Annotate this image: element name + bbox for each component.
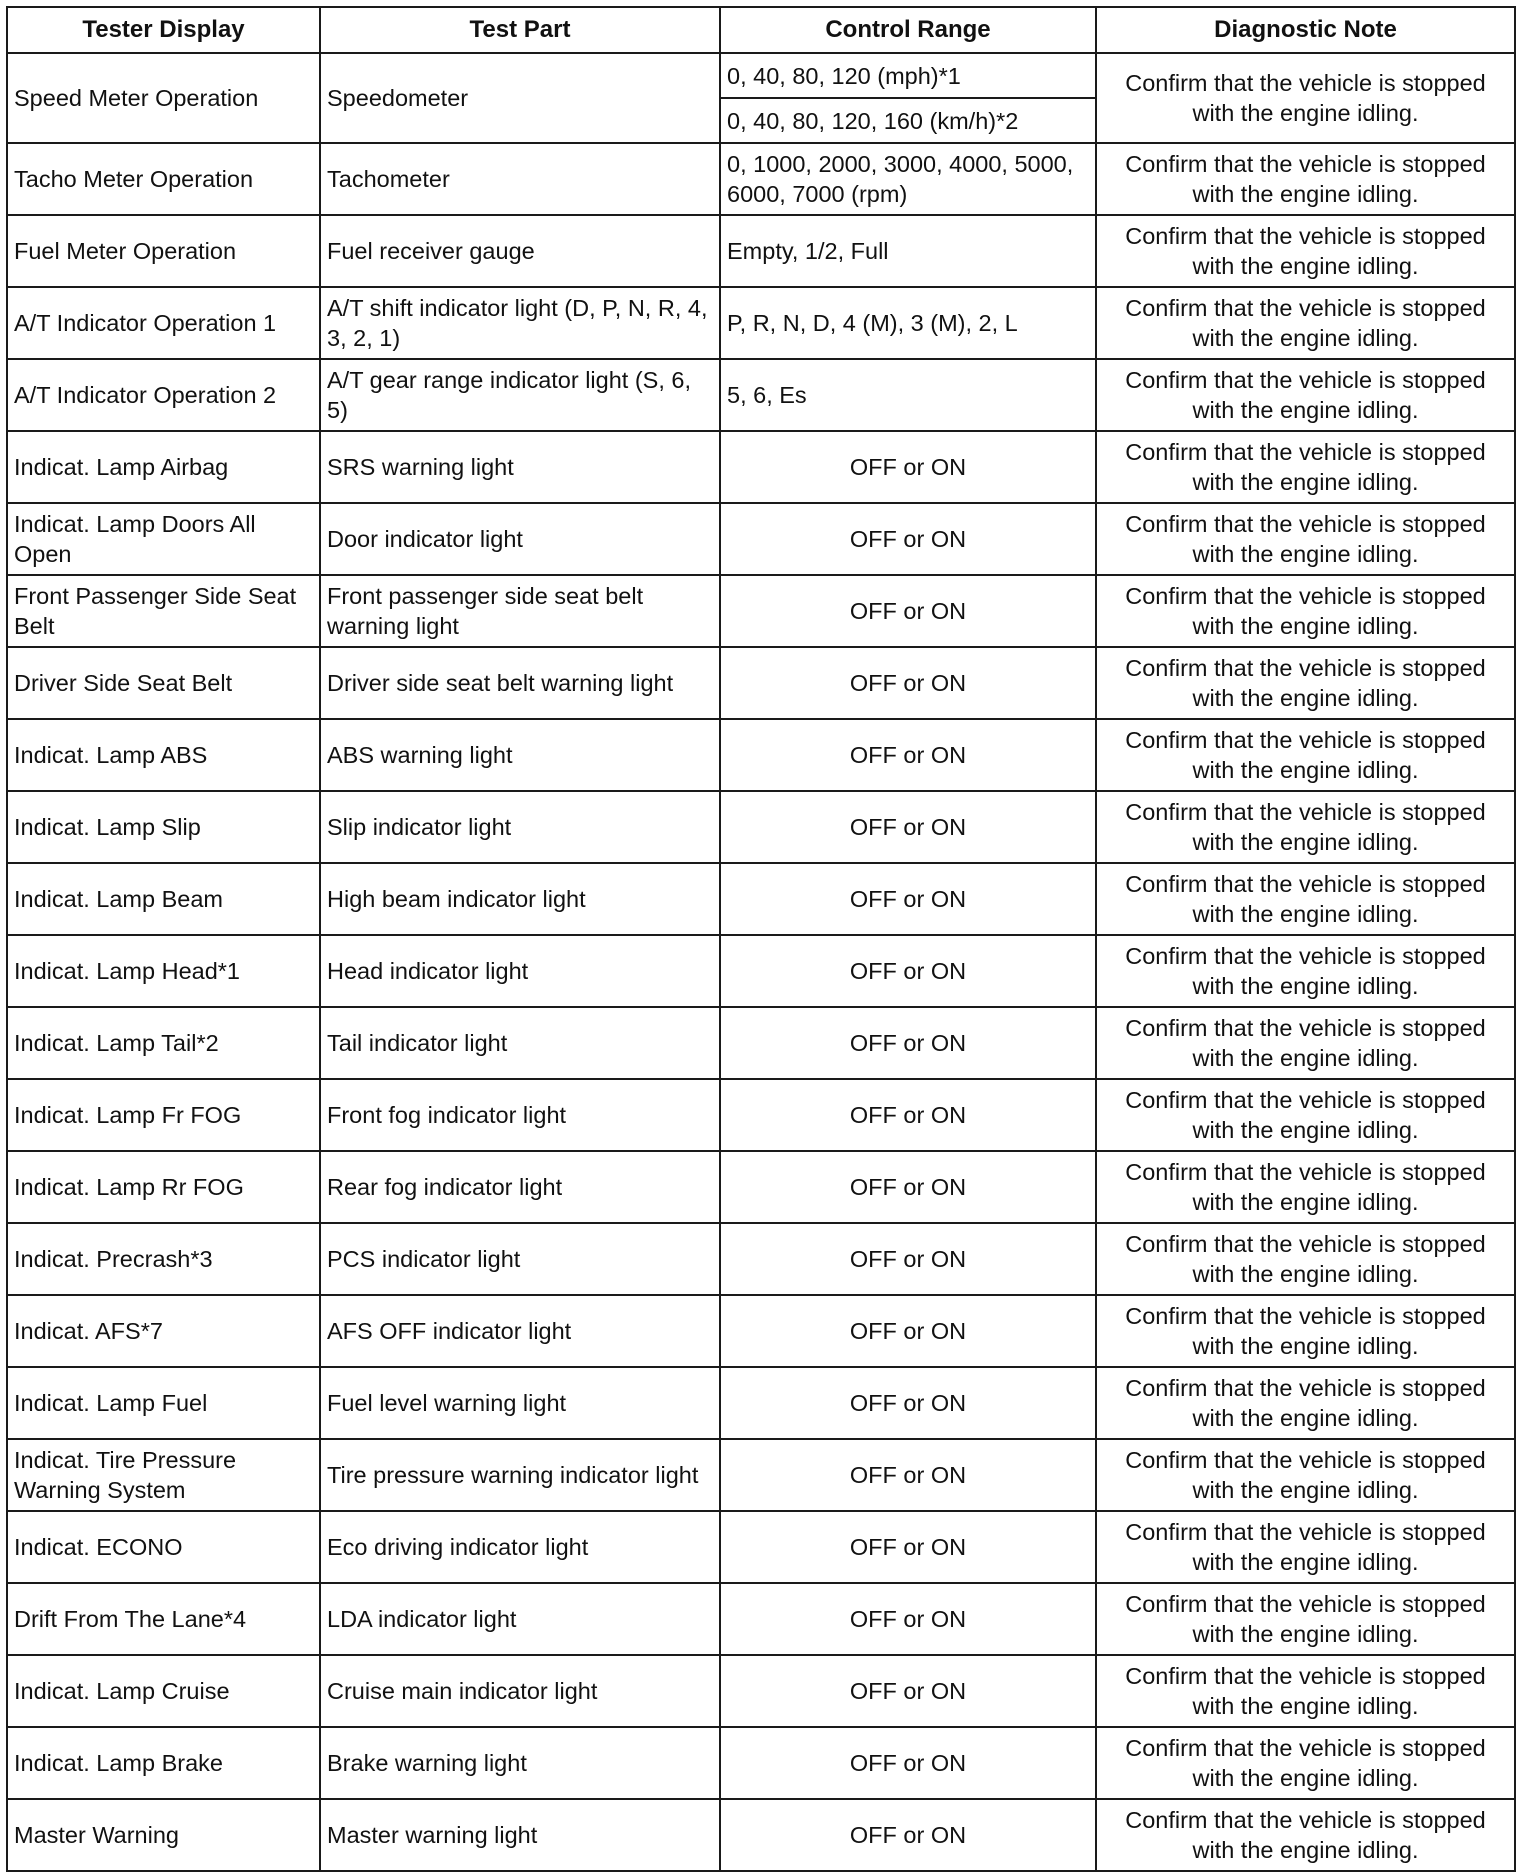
test-part-cell: Eco driving indicator light: [320, 1511, 720, 1583]
col-header-test-part: Test Part: [320, 7, 720, 53]
tester-display-cell: Indicat. Lamp Slip: [7, 791, 320, 863]
table-row: [7, 1079, 1515, 1151]
table-row: [7, 215, 1515, 287]
diagnostic-note-cell: Confirm that the vehicle is stopped with the engine idling.: [1096, 215, 1515, 287]
test-part-cell: A/T shift indicator light (D, P, N, R, 4, 3, 2, 1): [320, 287, 720, 359]
test-part-cell: Driver side seat belt warning light: [320, 647, 720, 719]
test-part-cell: Fuel level warning light: [320, 1367, 720, 1439]
control-range-cell: OFF or ON: [720, 1007, 1096, 1079]
tester-display-cell: Indicat. Lamp Airbag: [7, 431, 320, 503]
test-part-cell: A/T gear range indicator light (S, 6, 5): [320, 359, 720, 431]
table-row: [7, 503, 1515, 575]
table-row: [7, 287, 1515, 359]
table-row: [7, 1727, 1515, 1799]
control-range-cell: 0, 40, 80, 120, 160 (km/h)*2: [720, 98, 1096, 143]
tester-display-cell: Indicat. Lamp Fuel: [7, 1367, 320, 1439]
test-part-cell: High beam indicator light: [320, 863, 720, 935]
control-range-cell: OFF or ON: [720, 1151, 1096, 1223]
tester-display-cell: Indicat. Precrash*3: [7, 1223, 320, 1295]
control-range-cell: OFF or ON: [720, 1727, 1096, 1799]
test-part-cell: Brake warning light: [320, 1727, 720, 1799]
tester-display-cell: Indicat. Lamp Cruise: [7, 1655, 320, 1727]
diagnostic-note-cell: Confirm that the vehicle is stopped with the engine idling.: [1096, 1007, 1515, 1079]
control-range-cell: Empty, 1/2, Full: [720, 215, 1096, 287]
table-row: [7, 1799, 1515, 1871]
diagnostic-note-cell: Confirm that the vehicle is stopped with the engine idling.: [1096, 359, 1515, 431]
test-part-cell: Tail indicator light: [320, 1007, 720, 1079]
header-row: [7, 7, 1515, 53]
test-part-cell: LDA indicator light: [320, 1583, 720, 1655]
test-part-cell: Front passenger side seat belt warning light: [320, 575, 720, 647]
diagnostic-note-cell: Confirm that the vehicle is stopped with the engine idling.: [1096, 431, 1515, 503]
diagnostic-note-cell: Confirm that the vehicle is stopped with the engine idling.: [1096, 1079, 1515, 1151]
diagnostic-note-cell: Confirm that the vehicle is stopped with the engine idling.: [1096, 1583, 1515, 1655]
control-range-cell: OFF or ON: [720, 1511, 1096, 1583]
control-range-cell: 0, 40, 80, 120 (mph)*1: [720, 53, 1096, 98]
diagnostic-note-cell: Confirm that the vehicle is stopped with the engine idling.: [1096, 575, 1515, 647]
test-part-cell: Master warning light: [320, 1799, 720, 1871]
table-row: [7, 1439, 1515, 1511]
tester-display-cell: A/T Indicator Operation 1: [7, 287, 320, 359]
diagnostic-note-cell: Confirm that the vehicle is stopped with the engine idling.: [1096, 791, 1515, 863]
tester-display-cell: Indicat. Tire Pressure Warning System: [7, 1439, 320, 1511]
test-part-cell: Head indicator light: [320, 935, 720, 1007]
active-test-table: [6, 6, 1516, 1872]
test-part-cell: Rear fog indicator light: [320, 1151, 720, 1223]
tester-display-cell: Indicat. ECONO: [7, 1511, 320, 1583]
control-range-cell: OFF or ON: [720, 575, 1096, 647]
test-part-cell: Tire pressure warning indicator light: [320, 1439, 720, 1511]
tester-display-cell: Indicat. Lamp Head*1: [7, 935, 320, 1007]
control-range-cell: OFF or ON: [720, 863, 1096, 935]
table-row: [7, 1583, 1515, 1655]
tester-display-cell: Front Passenger Side Seat Belt: [7, 575, 320, 647]
diagnostic-note-cell: Confirm that the vehicle is stopped with the engine idling.: [1096, 647, 1515, 719]
control-range-cell: OFF or ON: [720, 791, 1096, 863]
control-range-cell: OFF or ON: [720, 431, 1096, 503]
table-row: [7, 647, 1515, 719]
test-part-cell: Cruise main indicator light: [320, 1655, 720, 1727]
tester-display-cell: Master Warning: [7, 1799, 320, 1871]
test-part-cell: ABS warning light: [320, 719, 720, 791]
document-page: [6, 6, 1514, 1872]
tester-display-cell: Driver Side Seat Belt: [7, 647, 320, 719]
table-row: [7, 863, 1515, 935]
control-range-cell: OFF or ON: [720, 1079, 1096, 1151]
table-row: [7, 575, 1515, 647]
table-row: [7, 935, 1515, 1007]
control-range-cell: OFF or ON: [720, 1583, 1096, 1655]
tester-display-cell: Indicat. Lamp Doors All Open: [7, 503, 320, 575]
test-part-cell: Door indicator light: [320, 503, 720, 575]
table-row: [7, 791, 1515, 863]
table-row: [7, 1655, 1515, 1727]
diagnostic-note-cell: Confirm that the vehicle is stopped with the engine idling.: [1096, 1511, 1515, 1583]
control-range-cell: P, R, N, D, 4 (M), 3 (M), 2, L: [720, 287, 1096, 359]
diagnostic-note-cell: Confirm that the vehicle is stopped with the engine idling.: [1096, 287, 1515, 359]
tester-display-cell: Indicat. Lamp Beam: [7, 863, 320, 935]
diagnostic-note-cell: Confirm that the vehicle is stopped with the engine idling.: [1096, 503, 1515, 575]
tester-display-cell: Speed Meter Operation: [7, 53, 320, 143]
tester-display-cell: Indicat. Lamp Rr FOG: [7, 1151, 320, 1223]
test-part-cell: Front fog indicator light: [320, 1079, 720, 1151]
table-row: [7, 1007, 1515, 1079]
control-range-cell: OFF or ON: [720, 1295, 1096, 1367]
table-row: [7, 719, 1515, 791]
test-part-cell: Tachometer: [320, 143, 720, 215]
control-range-cell: OFF or ON: [720, 1223, 1096, 1295]
diagnostic-note-cell: Confirm that the vehicle is stopped with the engine idling.: [1096, 1223, 1515, 1295]
test-part-cell: SRS warning light: [320, 431, 720, 503]
control-range-cell: OFF or ON: [720, 1367, 1096, 1439]
test-part-cell: PCS indicator light: [320, 1223, 720, 1295]
diagnostic-note-cell: Confirm that the vehicle is stopped with the engine idling.: [1096, 863, 1515, 935]
diagnostic-note-cell: Confirm that the vehicle is stopped with the engine idling.: [1096, 143, 1515, 215]
control-range-cell: OFF or ON: [720, 1655, 1096, 1727]
test-part-cell: Speedometer: [320, 53, 720, 143]
tester-display-cell: Indicat. Lamp ABS: [7, 719, 320, 791]
test-part-cell: Slip indicator light: [320, 791, 720, 863]
col-header-control-range: Control Range: [720, 7, 1096, 53]
tester-display-cell: Indicat. Lamp Tail*2: [7, 1007, 320, 1079]
control-range-cell: OFF or ON: [720, 1799, 1096, 1871]
diagnostic-note-cell: Confirm that the vehicle is stopped with the engine idling.: [1096, 1151, 1515, 1223]
diagnostic-note-cell: Confirm that the vehicle is stopped with the engine idling.: [1096, 719, 1515, 791]
table-row: [7, 1151, 1515, 1223]
table-row: [7, 1223, 1515, 1295]
table-row: [7, 431, 1515, 503]
table-row: [7, 143, 1515, 215]
table-row: [7, 1367, 1515, 1439]
diagnostic-note-cell: Confirm that the vehicle is stopped with the engine idling.: [1096, 1727, 1515, 1799]
control-range-cell: 5, 6, Es: [720, 359, 1096, 431]
test-part-cell: AFS OFF indicator light: [320, 1295, 720, 1367]
tester-display-cell: Indicat. Lamp Fr FOG: [7, 1079, 320, 1151]
control-range-cell: OFF or ON: [720, 1439, 1096, 1511]
diagnostic-note-cell: Confirm that the vehicle is stopped with the engine idling.: [1096, 1655, 1515, 1727]
control-range-cell: OFF or ON: [720, 935, 1096, 1007]
diagnostic-note-cell: Confirm that the vehicle is stopped with the engine idling.: [1096, 53, 1515, 143]
control-range-cell: 0, 1000, 2000, 3000, 4000, 5000, 6000, 7000 (rpm): [720, 143, 1096, 215]
tester-display-cell: Indicat. Lamp Brake: [7, 1727, 320, 1799]
col-header-tester-display: Tester Display: [7, 7, 320, 53]
diagnostic-note-cell: Confirm that the vehicle is stopped with the engine idling.: [1096, 1799, 1515, 1871]
tester-display-cell: Tacho Meter Operation: [7, 143, 320, 215]
tester-display-cell: Drift From The Lane*4: [7, 1583, 320, 1655]
diagnostic-note-cell: Confirm that the vehicle is stopped with the engine idling.: [1096, 1295, 1515, 1367]
test-part-cell: Fuel receiver gauge: [320, 215, 720, 287]
tester-display-cell: A/T Indicator Operation 2: [7, 359, 320, 431]
control-range-cell: OFF or ON: [720, 503, 1096, 575]
diagnostic-note-cell: Confirm that the vehicle is stopped with the engine idling.: [1096, 1367, 1515, 1439]
table-row: [7, 1295, 1515, 1367]
diagnostic-note-cell: Confirm that the vehicle is stopped with the engine idling.: [1096, 935, 1515, 1007]
control-range-cell: OFF or ON: [720, 719, 1096, 791]
table-row: [7, 53, 1515, 98]
table-row: [7, 359, 1515, 431]
table-row: [7, 1511, 1515, 1583]
tester-display-cell: Indicat. AFS*7: [7, 1295, 320, 1367]
diagnostic-note-cell: Confirm that the vehicle is stopped with the engine idling.: [1096, 1439, 1515, 1511]
control-range-cell: OFF or ON: [720, 647, 1096, 719]
col-header-diagnostic-note: Diagnostic Note: [1096, 7, 1515, 53]
tester-display-cell: Fuel Meter Operation: [7, 215, 320, 287]
